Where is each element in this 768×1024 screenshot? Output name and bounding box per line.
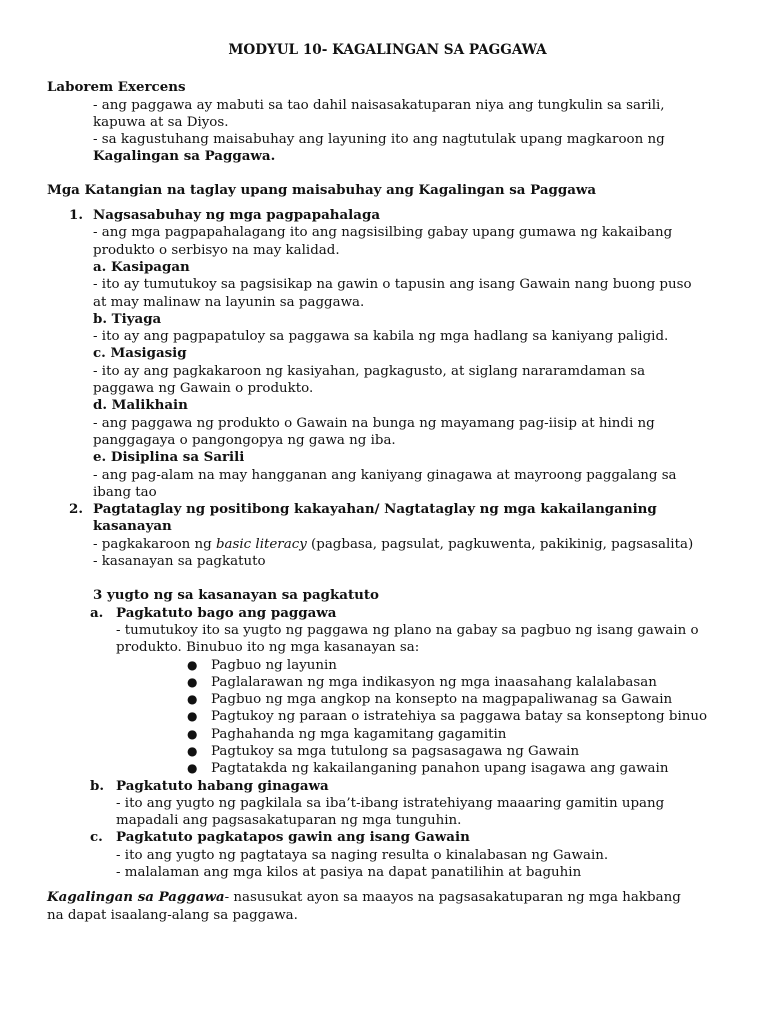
item-desc — [93, 536, 728, 553]
item-desc: - ang mga pagpapahalagang ito ang nagsisilbing gabay upang gumawa ng kakaibang — [93, 225, 673, 241]
item-letter: c. — [90, 829, 103, 846]
bullet-item: ● Pagtukoy sa mga tutulong sa pagsasagawa ng Gawain — [187, 743, 580, 759]
sub-desc: - ito ay ang pagpapatuloy sa paggawa sa kabila ng mga hadlang sa kaniyang paligid. — [93, 329, 669, 345]
list-item — [90, 605, 728, 622]
list-item — [90, 778, 728, 795]
list-item — [69, 207, 728, 224]
conclusion-term: Kagalingan sa Paggawa — [47, 889, 225, 906]
item-title-cont: kasanayan — [93, 518, 172, 535]
bullet-icon: ● — [187, 674, 198, 689]
item-desc: - ito ang yugto ng pagtataya sa naging resulta o kinalabasan ng Gawain. — [116, 847, 609, 863]
item-number: 1. — [69, 207, 83, 224]
katangian-heading: Mga Katangian na taglay upang maisabuhay ang Kagalingan sa Paggawa — [47, 181, 597, 198]
sub-title: d. Malikhain — [93, 397, 188, 414]
katangian-section — [47, 182, 728, 571]
sub-desc: at may malinaw na layunin sa paggawa. — [93, 294, 365, 310]
bullet-icon: ● — [187, 761, 198, 776]
desc-part: (pagbasa, pagsulat, pagkuwenta, pakikinig, pagsasalita) — [306, 536, 694, 552]
item-title: Pagkatuto bago ang paggawa — [116, 604, 337, 621]
bullet-icon: ● — [187, 743, 198, 758]
yugto-heading: 3 yugto ng sa kasanayan sa pagkatuto — [93, 587, 379, 604]
bullet-item: ● Pagbuo ng mga angkop na konsepto na magpapaliwanag sa Gawain — [187, 692, 673, 708]
item-title: Nagsasabuhay ng mga pagpapahalaga — [93, 207, 380, 224]
sub-title: a. Kasipagan — [93, 258, 190, 275]
item-title: Pagtataglay ng positibong kakayahan/ Nagtataglay ng mga kakailanganing — [93, 501, 657, 518]
desc-part: - pagkakaroon ng — [93, 536, 216, 552]
page-title: MODYUL 10- KAGALINGAN SA PAGGAWA — [228, 42, 547, 58]
item-title: Pagkatuto habang ginagawa — [116, 777, 329, 794]
sub-title: e. Disiplina sa Sarili — [93, 449, 245, 466]
bullet-icon: ● — [187, 692, 198, 707]
item-letter: b. — [90, 777, 105, 794]
conclusion-text: na dapat isaalang-alang sa paggawa. — [47, 907, 298, 923]
list-item — [90, 829, 728, 846]
sub-desc: - ang paggawa ng produkto o Gawain na bunga ng mayamang pag-iisip at hindi ng — [93, 415, 655, 431]
laborem-section — [47, 79, 728, 165]
bullet-icon: ● — [187, 726, 198, 741]
bullet-item: ● Pagbuo ng layunin — [187, 657, 337, 673]
item-desc: mapadali ang pagsasakatuparan ng mga tunguhin. — [116, 813, 462, 829]
conclusion-text: - nasusukat ayon sa maayos na pagsasakatuparan ng mga hakbang — [224, 890, 681, 906]
item-number: 2. — [69, 501, 83, 518]
bullet-icon: ● — [187, 657, 198, 672]
sub-desc: panggagaya o pangongopya ng gawa ng iba. — [93, 432, 396, 448]
sub-desc: - ito ay ang pagkakaroon ng kasiyahan, pagkagusto, at siglang nararamdaman sa — [93, 363, 646, 379]
sub-desc: - ito ay tumutukoy sa pagsisikap na gawin o tapusin ang isang Gawain nang buong puso — [93, 277, 692, 293]
sub-title: b. Tiyaga — [93, 310, 162, 327]
sub-title: c. Masigasig — [93, 345, 187, 362]
item-desc: - ito ang yugto ng pagkilala sa iba’t-ibang istratehiyang maaaring gamitin upang — [116, 795, 665, 811]
sub-desc: ibang tao — [93, 484, 157, 500]
conclusion — [47, 889, 728, 924]
item-desc: produkto. Binubuo ito ng mga kasanayan sa: — [116, 640, 420, 656]
bullet-item: ● Pagtukoy ng paraan o istratehiya sa paggawa batay sa konseptong binuo — [187, 709, 708, 725]
sub-desc: - ang pag-alam na may hangganan ang kaniyang ginagawa at mayroong paggalang sa — [93, 467, 677, 483]
item-desc: - tumutukoy ito sa yugto ng paggawa ng plano na gabay sa pagbuo ng isang gawain o — [116, 622, 699, 638]
bullet-item: ● Paghahanda ng mga kagamitang gagamitin — [187, 726, 507, 742]
sub-desc: paggawa ng Gawain o produkto. — [93, 381, 314, 397]
yugto-section — [47, 587, 728, 881]
item-letter: a. — [90, 604, 104, 621]
bullet-icon: ● — [187, 709, 198, 724]
bullet-item: ● Paglalarawan ng mga indikasyon ng mga inaasahang kalalabasan — [187, 674, 657, 690]
item-desc: produkto o serbisyo na may kalidad. — [93, 242, 340, 258]
item-desc: - malalaman ang mga kilos at pasiya na dapat panatilihin at baguhin — [116, 865, 582, 881]
laborem-heading: Laborem Exercens — [47, 79, 186, 96]
item-title: Pagkatuto pagkatapos gawin ang isang Gawain — [116, 829, 470, 846]
item-desc: - kasanayan sa pagkatuto — [93, 554, 266, 570]
bullet-item: ● Pagtatakda ng kakailanganing panahon upang isagawa ang gawain — [187, 761, 669, 777]
laborem-line: - sa kagustuhang maisabuhay ang layuning ito ang nagtutulak upang magkaroon ng — [93, 132, 665, 148]
desc-italic: basic literacy — [215, 536, 307, 552]
laborem-line: kapuwa at sa Diyos. — [93, 114, 229, 130]
list-item — [69, 501, 728, 518]
laborem-line: Kagalingan sa Paggawa. — [93, 148, 276, 165]
laborem-line: - ang paggawa ay mabuti sa tao dahil naisasakatuparan niya ang tungkulin sa sarili, — [93, 97, 665, 113]
